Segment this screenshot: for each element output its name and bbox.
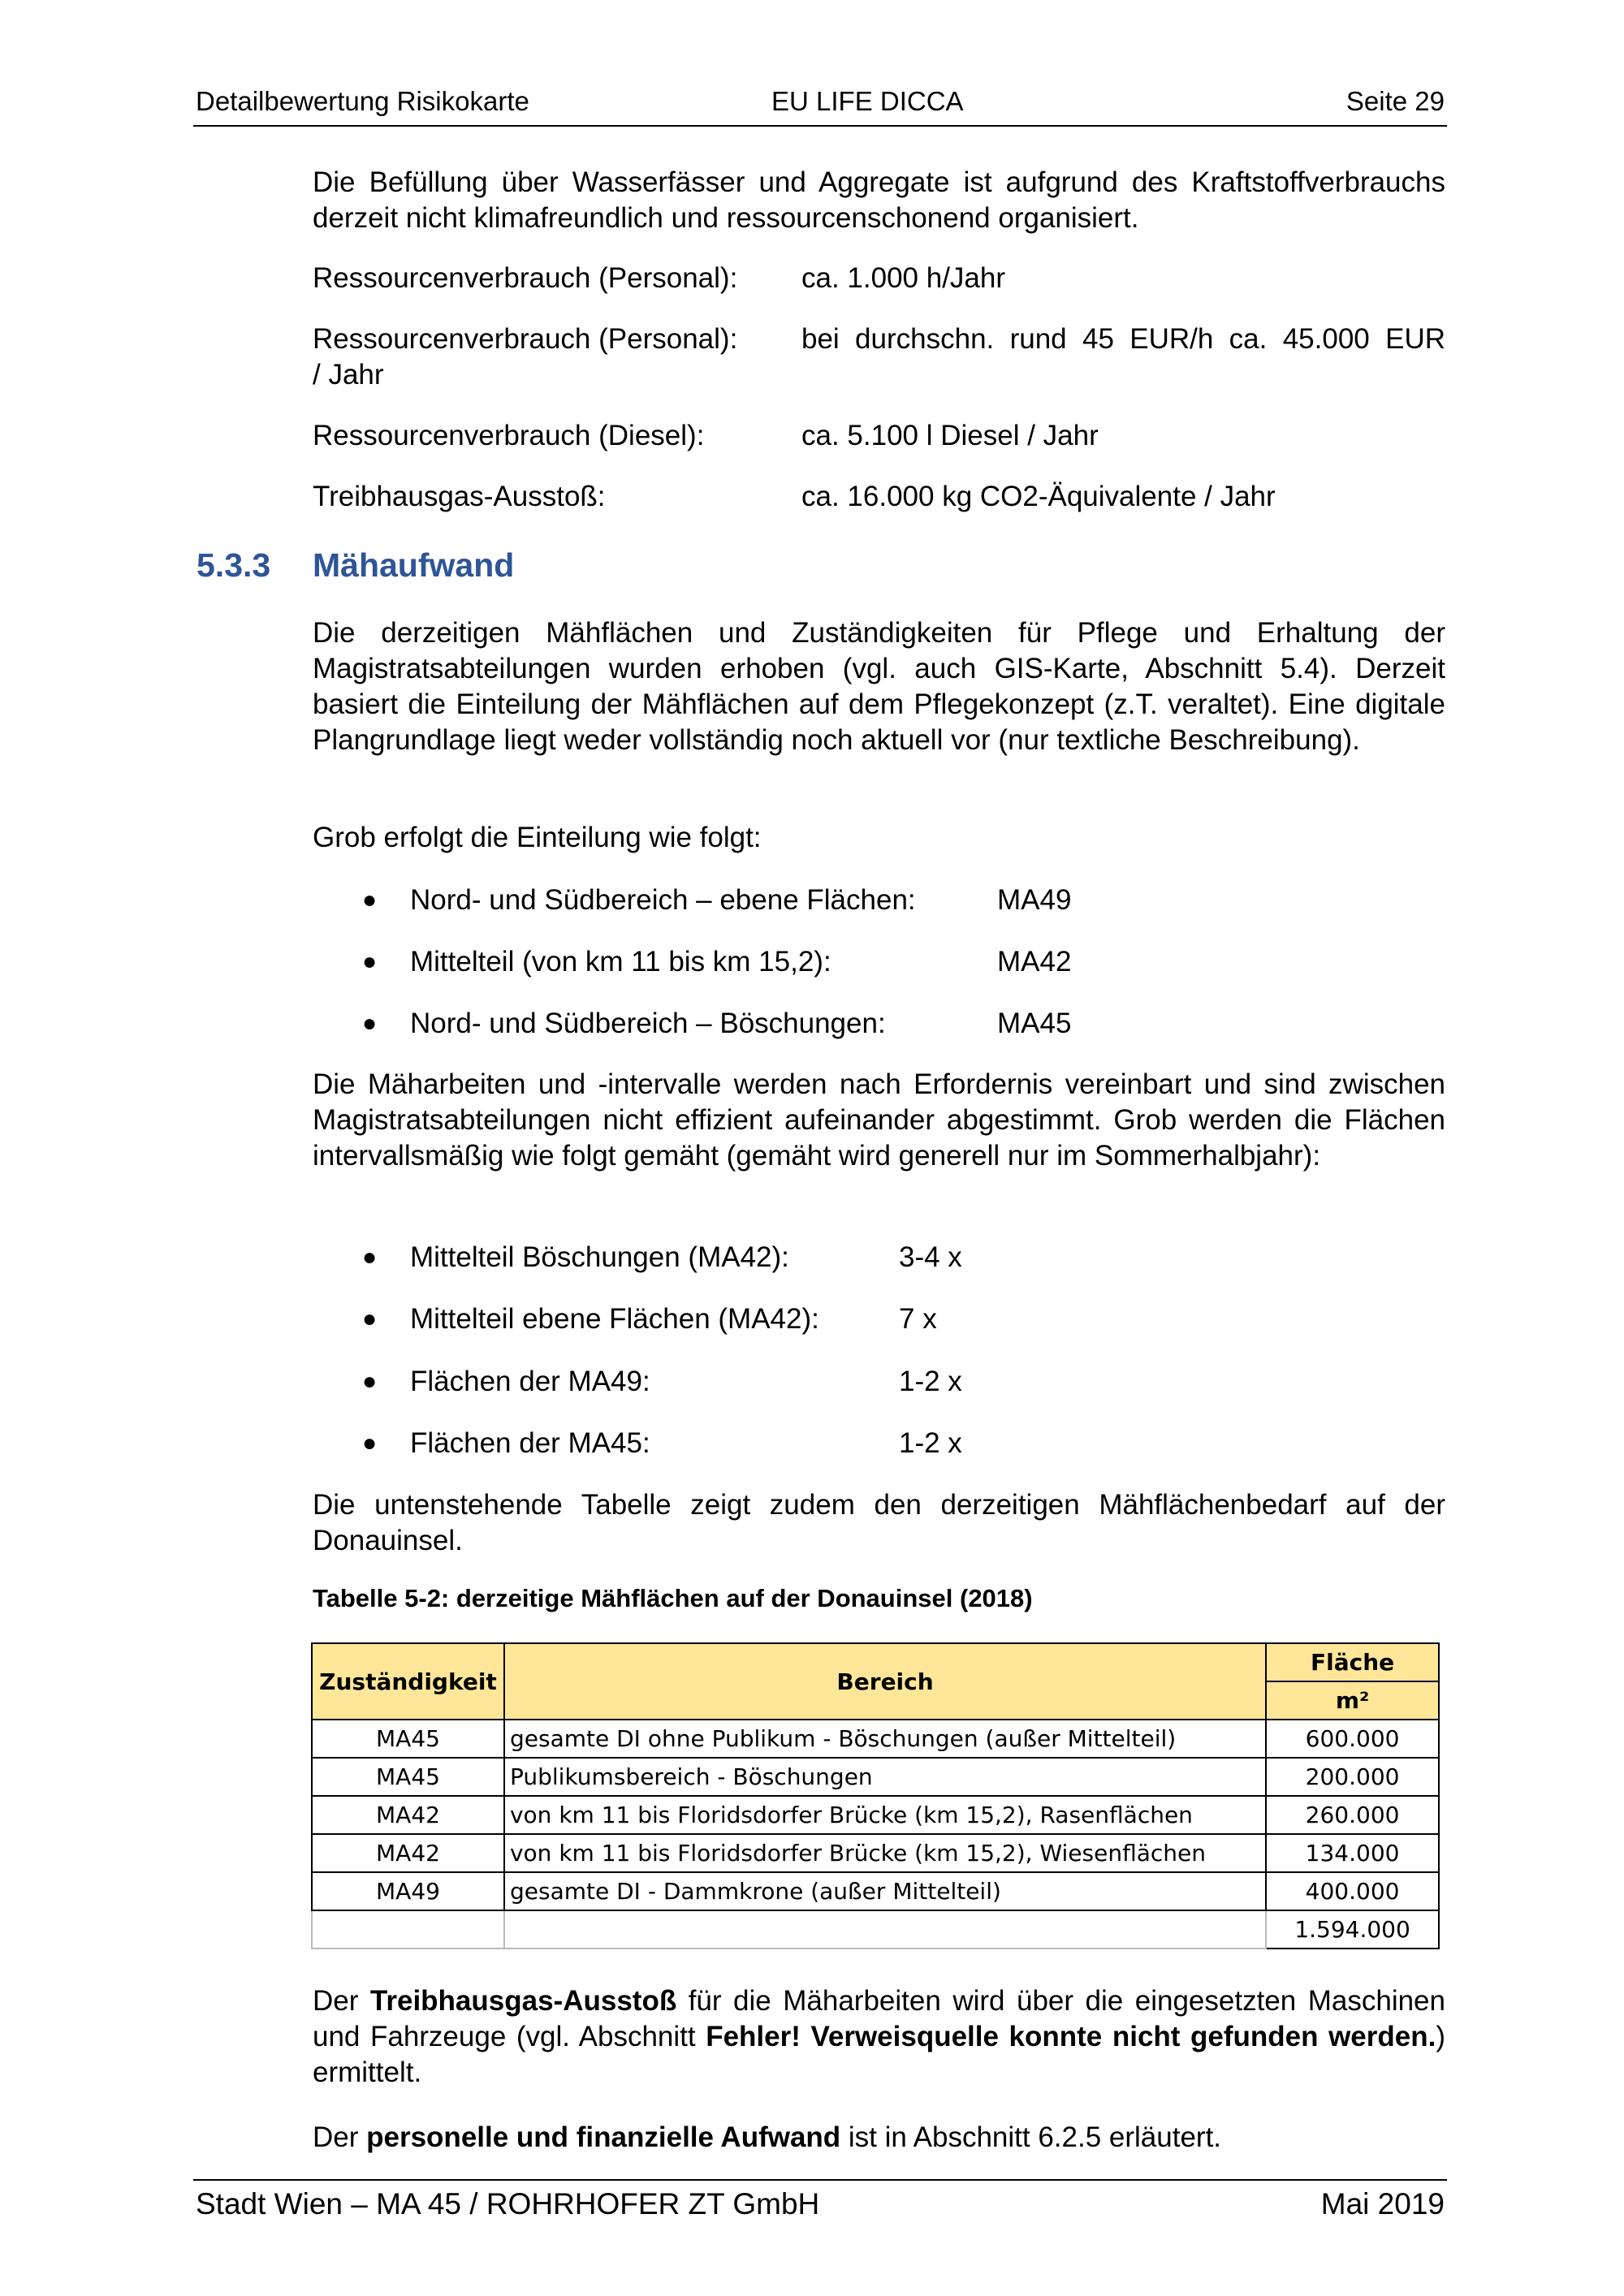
intro-paragraph: Die Befüllung über Wasserfässer und Aggregate ist aufgrund des Kraftstoffverbrauchs derzeit nicht klimafreundlich und ressourcenschonend organisiert. bbox=[313, 166, 1445, 234]
table-row bbox=[312, 1758, 1439, 1796]
interval-label: Flächen der MA49: bbox=[410, 1366, 650, 1397]
bullet-icon: ● bbox=[362, 1306, 378, 1332]
paragraph-emissions bbox=[313, 1983, 1445, 2091]
cell-surface: 200.000 bbox=[1266, 1758, 1439, 1796]
cell-surface: 260.000 bbox=[1266, 1796, 1439, 1834]
paragraph-division-intro: Grob erfolgt die Einteilung wie folgt: bbox=[313, 822, 762, 853]
column-header-area: Bereich bbox=[504, 1643, 1266, 1720]
resource-label: Ressourcenverbrauch (Diesel): bbox=[313, 420, 705, 451]
division-value: MA45 bbox=[997, 1008, 1072, 1039]
text: für die Mäharbeiten wird über die eingesetzten Maschinen und Fahrzeuge (vgl. Abschnitt bbox=[313, 1985, 1445, 2052]
cell-responsibility: MA42 bbox=[312, 1796, 504, 1834]
interval-value: 7 x bbox=[899, 1303, 937, 1335]
resource-value: ca. 5.100 l Diesel / Jahr bbox=[801, 420, 1099, 451]
section-title: Mähaufwand bbox=[313, 546, 515, 584]
interval-value: 3-4 x bbox=[899, 1241, 962, 1273]
paragraph-mowing-areas: Die derzeitigen Mähflächen und Zuständigkeiten für Pflege und Erhaltung der Magistratsabteilungen wurden erhoben (vgl. auch GIS-Karte, Abschnitt 5.4). Derzeit basiert die Einteilung der Mähflächen auf dem Pflegekonzept (z.T. veraltet). Eine digitale Plangrundlage liegt weder vollständig noch aktuell vor (nur textliche Beschreibung). bbox=[313, 617, 1445, 756]
cell-empty bbox=[504, 1910, 1266, 1949]
text: Der bbox=[313, 2121, 367, 2153]
cell-area: von km 11 bis Floridsdorfer Brücke (km 15,2), Wiesenflächen bbox=[504, 1834, 1266, 1872]
text: Der bbox=[313, 1985, 370, 2017]
cell-surface: 134.000 bbox=[1266, 1834, 1439, 1872]
column-header-responsibility: Zuständigkeit bbox=[312, 1643, 504, 1720]
resource-label: Treibhausgas-Ausstoß: bbox=[313, 481, 606, 512]
cell-responsibility: MA45 bbox=[312, 1720, 504, 1758]
cell-empty bbox=[312, 1910, 504, 1949]
resource-value: ca. 16.000 kg CO2-Äquivalente / Jahr bbox=[801, 481, 1276, 512]
interval-label: Mittelteil ebene Flächen (MA42): bbox=[410, 1303, 819, 1335]
reference-error-text: Fehler! Verweisquelle konnte nicht gefunden werden. bbox=[706, 2021, 1436, 2052]
cell-total: 1.594.000 bbox=[1266, 1910, 1439, 1949]
header-page-number: Seite 29 bbox=[1345, 86, 1445, 116]
header-center: EU LIFE DICCA bbox=[771, 86, 964, 116]
bold-text: personelle und finanzielle Aufwand bbox=[366, 2121, 841, 2153]
cell-surface: 400.000 bbox=[1266, 1872, 1439, 1910]
bullet-icon: ● bbox=[362, 1244, 378, 1271]
resource-value: bei durchschn. rund 45 EUR/h ca. 45.000 EUR bbox=[801, 323, 1445, 355]
resource-label: Ressourcenverbrauch (Personal): bbox=[313, 262, 738, 294]
resource-label: Ressourcenverbrauch (Personal): bbox=[313, 323, 738, 355]
bullet-icon: ● bbox=[362, 1010, 378, 1037]
interval-label: Mittelteil Böschungen (MA42): bbox=[410, 1241, 789, 1273]
cell-area: gesamte DI - Dammkrone (außer Mittelteil) bbox=[504, 1872, 1266, 1910]
interval-label: Flächen der MA45: bbox=[410, 1427, 650, 1459]
interval-value: 1-2 x bbox=[899, 1427, 962, 1459]
division-label: Nord- und Südbereich – ebene Flächen: bbox=[410, 884, 916, 916]
table-row bbox=[312, 1796, 1439, 1834]
paragraph-intervals-intro: Die Mäharbeiten und -intervalle werden nach Erfordernis vereinbart und sind zwischen Magistratsabteilungen nicht effizient aufeinander abgestimmt. Grob werden die Flächen intervallsmäßig wie folgt gemäht (gemäht wird generell nur im Sommerhalbjahr): bbox=[313, 1068, 1445, 1172]
division-label: Nord- und Südbereich – Böschungen: bbox=[410, 1008, 886, 1039]
text: ist in Abschnitt 6.2.5 erläutert. bbox=[840, 2121, 1222, 2153]
division-value: MA49 bbox=[997, 884, 1072, 916]
interval-value: 1-2 x bbox=[899, 1366, 962, 1397]
cell-responsibility: MA49 bbox=[312, 1872, 504, 1910]
column-header-unit: m² bbox=[1266, 1681, 1439, 1720]
cell-responsibility: MA42 bbox=[312, 1834, 504, 1872]
table-row bbox=[312, 1720, 1439, 1758]
bullet-icon: ● bbox=[362, 948, 378, 975]
cell-area: von km 11 bis Floridsdorfer Brücke (km 15,2), Rasenflächen bbox=[504, 1796, 1266, 1834]
header-left: Detailbewertung Risikokarte bbox=[196, 86, 529, 116]
text: ) ermittelt. bbox=[313, 2021, 1445, 2088]
table-total-row bbox=[312, 1910, 1439, 1949]
resource-value: ca. 1.000 h/Jahr bbox=[801, 262, 1005, 294]
footer-left: Stadt Wien – MA 45 / ROHRHOFER ZT GmbH bbox=[196, 2187, 820, 2220]
cell-surface: 600.000 bbox=[1266, 1720, 1439, 1758]
table-caption: Tabelle 5-2: derzeitige Mähflächen auf der Donauinsel (2018) bbox=[313, 1584, 1033, 1612]
resource-value-continuation: / Jahr bbox=[313, 359, 384, 391]
footer-date: Mai 2019 bbox=[1320, 2187, 1445, 2220]
paragraph-table-intro: Die untenstehende Tabelle zeigt zudem den derzeitigen Mähflächenbedarf auf der Donauinsel. bbox=[313, 1489, 1445, 1556]
page-footer bbox=[193, 2179, 1447, 2220]
bullet-icon: ● bbox=[362, 1368, 378, 1395]
column-header-surface: Fläche bbox=[1266, 1643, 1439, 1681]
bullet-icon: ● bbox=[362, 887, 378, 913]
bullet-icon: ● bbox=[362, 1430, 378, 1457]
table-row bbox=[312, 1872, 1439, 1910]
cell-responsibility: MA45 bbox=[312, 1758, 504, 1796]
cell-area: Publikumsbereich - Böschungen bbox=[504, 1758, 1266, 1796]
mowing-areas-table bbox=[311, 1642, 1440, 1949]
division-value: MA42 bbox=[997, 946, 1072, 978]
page-header bbox=[193, 84, 1447, 127]
cell-area: gesamte DI ohne Publikum - Böschungen (außer Mittelteil) bbox=[504, 1720, 1266, 1758]
section-number: 5.3.3 bbox=[197, 546, 271, 584]
paragraph-effort bbox=[313, 2120, 1445, 2156]
division-label: Mittelteil (von km 11 bis km 15,2): bbox=[410, 946, 831, 978]
table-row bbox=[312, 1834, 1439, 1872]
bold-text: Treibhausgas-Ausstoß bbox=[369, 1985, 677, 2017]
